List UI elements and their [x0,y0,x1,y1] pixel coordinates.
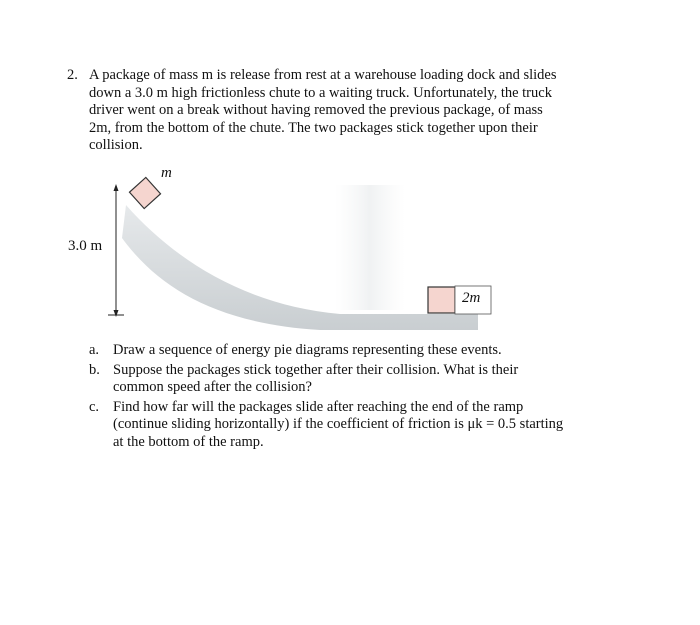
problem-line: driver went on a break without having removed the previous package, of mass [89,102,543,118]
problem-line: collision. [89,137,143,153]
arrow-up-icon [114,184,119,191]
part-letter: c. [89,398,100,415]
part-a [89,342,609,360]
part-c [89,399,609,452]
part-line: Suppose the packages stick together after their collision. What is their [113,361,519,378]
part-line: Find how far will the packages slide after reaching the end of the ramp [113,398,524,415]
package-2m [428,287,455,313]
part-line: (continue sliding horizontally) if the coefficient of friction is μk = 0.5 starting [113,416,564,432]
part-line: at the bottom of the ramp. [113,433,264,450]
question-parts [89,342,609,453]
mass-m-label: m [161,165,172,181]
part-b [89,362,609,397]
part-line: common speed after the collision? [113,379,312,395]
height-label: 3.0 m [68,238,103,254]
problem-line: A package of mass m is release from rest at a warehouse loading dock and slides [89,67,557,83]
part-line: Draw a sequence of energy pie diagrams representing these events. [113,342,502,358]
problem-number: 2. [67,67,78,83]
part-letter: a. [89,342,100,358]
part-letter: b. [89,361,100,378]
arrow-down-icon [114,310,119,317]
problem-line: 2m, from the bottom of the chute. The two packages stick together upon their [89,119,538,136]
mass-2m-label: 2m [462,290,481,306]
background-glow [335,185,405,310]
chute-ramp [122,205,481,330]
package-m [129,177,160,208]
problem-line: down a 3.0 m high frictionless chute to a waiting truck. Unfortunately, the truck [89,84,552,101]
